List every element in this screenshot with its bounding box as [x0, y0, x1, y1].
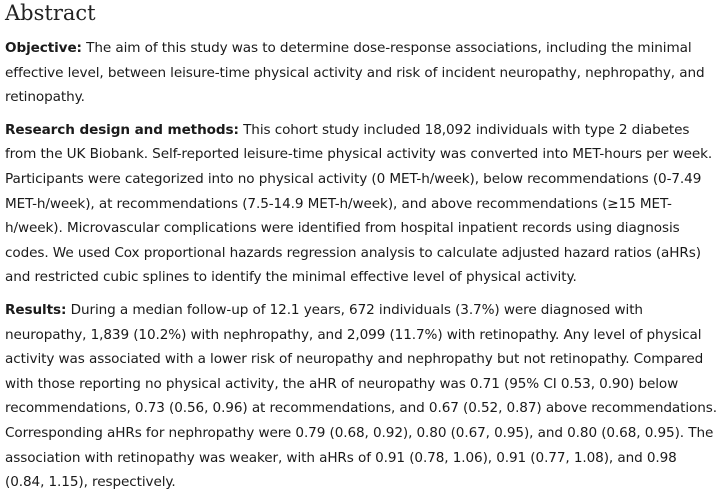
- methods-text: This cohort study included 18,092 individuals with type 2 diabetes from the UK Biobank. Self-reported leisure-time physical activity was converted into MET-hours per week. Participants were categorized into no physical activity (0 MET-h/week), below recommendations (0-7.49 MET-h/week), at recommendations (7.5-14.9 MET-h/week), and above recommendations (≥15 MET-h/week). Microvascular complications were identified from hospital inpatient records using diagnosis codes. We used Cox proportional hazards regression analysis to calculate adjusted hazard ratios (aHRs) and restricted cubic splines to identify the minimal effective level of physical activity.: [5, 121, 713, 286]
- methods-paragraph: [5, 118, 717, 290]
- objective-text: The aim of this study was to determine dose-response associations, including the minimal effective level, between leisure-time physical activity and risk of incident neuropathy, nephropathy, and retinopathy.: [5, 40, 705, 106]
- objective-label: Objective:: [5, 40, 82, 56]
- abstract-section: [5, 0, 717, 495]
- methods-label: Research design and methods:: [5, 121, 239, 138]
- results-paragraph: [5, 298, 717, 495]
- objective-paragraph: [5, 36, 717, 110]
- results-label: Results:: [5, 301, 67, 318]
- results-text: During a median follow-up of 12.1 years, 672 individuals (3.7%) were diagnosed with neuropathy, 1,839 (10.2%) with nephropathy, and 2,099 (11.7%) with retinopathy. Any level of physical activity was associated with a lower risk of neuropathy and nephropathy but not retinopathy. Compared with those reporting no physical activity, the aHR of neuropathy was 0.71 (95% CI 0.53, 0.90) below recommendations, 0.73 (0.56, 0.96) at recommendations, and 0.67 (0.52, 0.87) above recommendations. Corresponding aHRs for nephropathy were 0.79 (0.68, 0.92), 0.80 (0.67, 0.95), and 0.80 (0.68, 0.95). The association with retinopathy was weaker, with aHRs of 0.91 (0.78, 1.06), 0.91 (0.77, 1.08), and 0.98 (0.84, 1.15), respectively.: [5, 301, 717, 491]
- abstract-heading: Abstract: [5, 1, 96, 25]
